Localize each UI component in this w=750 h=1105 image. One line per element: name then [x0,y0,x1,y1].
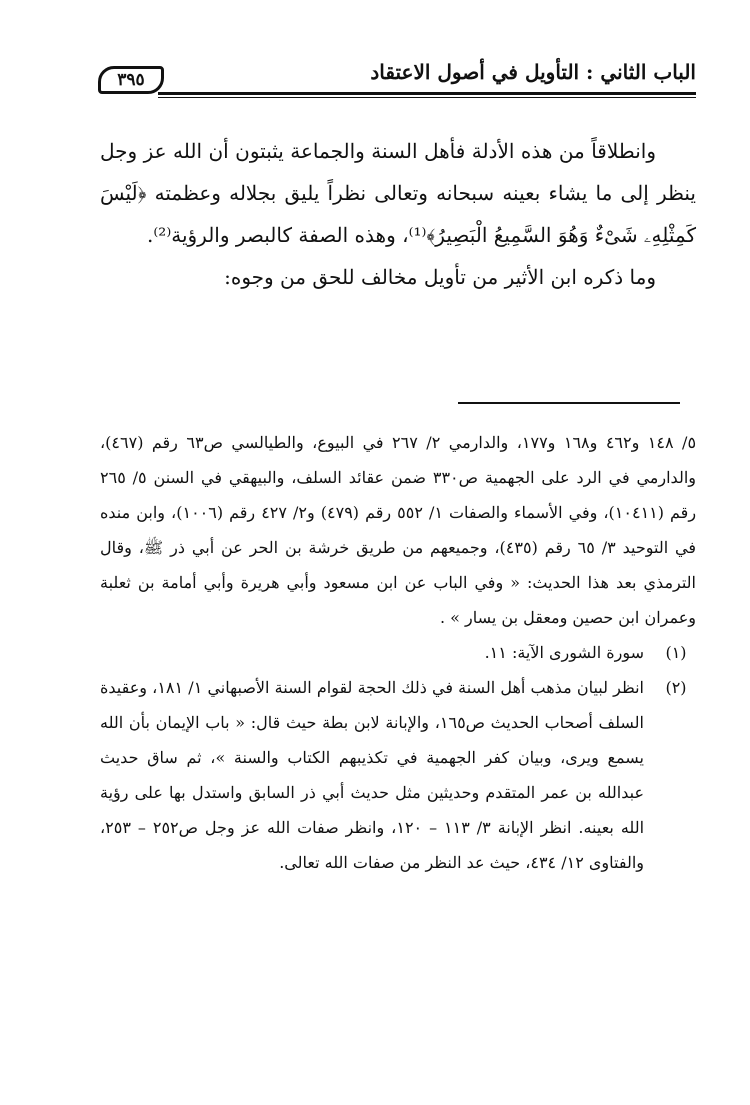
footnote-ref: ⁽¹⁾ [408,223,427,247]
page-number: ٣٩٥ [98,66,164,94]
footnote-number: (١) [665,643,687,662]
footnotes [100,425,696,880]
header-rule [158,92,696,95]
footnote-text: انظر لبيان مذهب أهل السنة في ذلك الحجة لقوام السنة الأصبهاني ١/ ١٨١، وعقيدة السلف أصحاب الحديث ص١٦٥، والإبانة لابن بطة حيث قال: « باب الإيمان بأن الله يسمع ويرى، وبيان كفر الجهمية في تكذيبهم الكتاب والسنة »، ثم ساق حديث عبدالله بن عمر المتقدم وحديثين مثل حديث أبي ذر السابق واستدل بها على رؤية الله بعينه. انظر الإبانة ٣/ ١١٣ – ١٢٠، وانظر صفات الله عز وجل ص٢٥٢ – ٢٥٣، والفتاوى ١٢/ ٤٣٤، حيث عد النظر من صفات الله تعالى. [100,678,645,872]
paragraph: وما ذكره ابن الأثير من تأويل مخالف للحق من وجوه: [224,265,656,289]
paragraph-text: . [147,223,154,247]
footnote [100,635,696,670]
paragraph-text: ، وهذه الصفة كالبصر والرؤية [171,223,409,247]
chapter-title: الباب الثاني : التأويل في أصول الاعتقاد [370,60,696,84]
footnote-text: سورة الشورى الآية: ١١. [484,643,644,662]
footnote-separator [458,402,680,404]
paragraph-text: وانطلاقاً من هذه الأدلة فأهل السنة والجماعة يثبتون أن الله عز وجل ينظر إلى ما يشاء بعينه سبحانه وتعالى نظراً يليق بجلاله وعظمته [100,139,696,205]
paragraph [100,130,696,256]
footnote [100,670,696,880]
footnote-number: (٢) [665,678,687,697]
footnote-continuation: ٥/ ١٤٨ و٤٦٢ و١٦٨ و١٧٧، والدارمي ٢/ ٢٦٧ في البيوع، والطيالسي ص٦٣ رقم (٤٦٧)، والدارمي في الرد على الجهمية ص٣٣٠ ضمن عقائد السلف، والبيهقي في السنن ٥/ ٢٦٥ رقم (١٠٤١١)، وفي الأسماء والصفات ١/ ٥٥٢ رقم (٤٧٩) و٢/ ٤٢٧ رقم (١٠٠٦)، وابن منده في التوحيد ٣/ ٦٥ رقم (٤٣٥)، وجميعهم من طريق خرشة بن الحر عن أبي ذر ﷺ، وقال الترمذي بعد هذا الحديث: « وفي الباب عن ابن مسعود وأبي هريرة وأبي أمامة بن ثعلبة وعمران ابن حصين ومعقل بن يسار » . [100,433,697,627]
header-rule-thin [158,97,696,98]
main-text [100,130,696,298]
footnote-ref: ⁽²⁾ [153,223,172,247]
quran-verse: ﴿لَيْسَ كَمِثْلِهِۦ شَىْءٌ وَهُوَ السَّمِيعُ الْبَصِيرُ﴾ [100,181,696,247]
page-header [98,56,696,100]
